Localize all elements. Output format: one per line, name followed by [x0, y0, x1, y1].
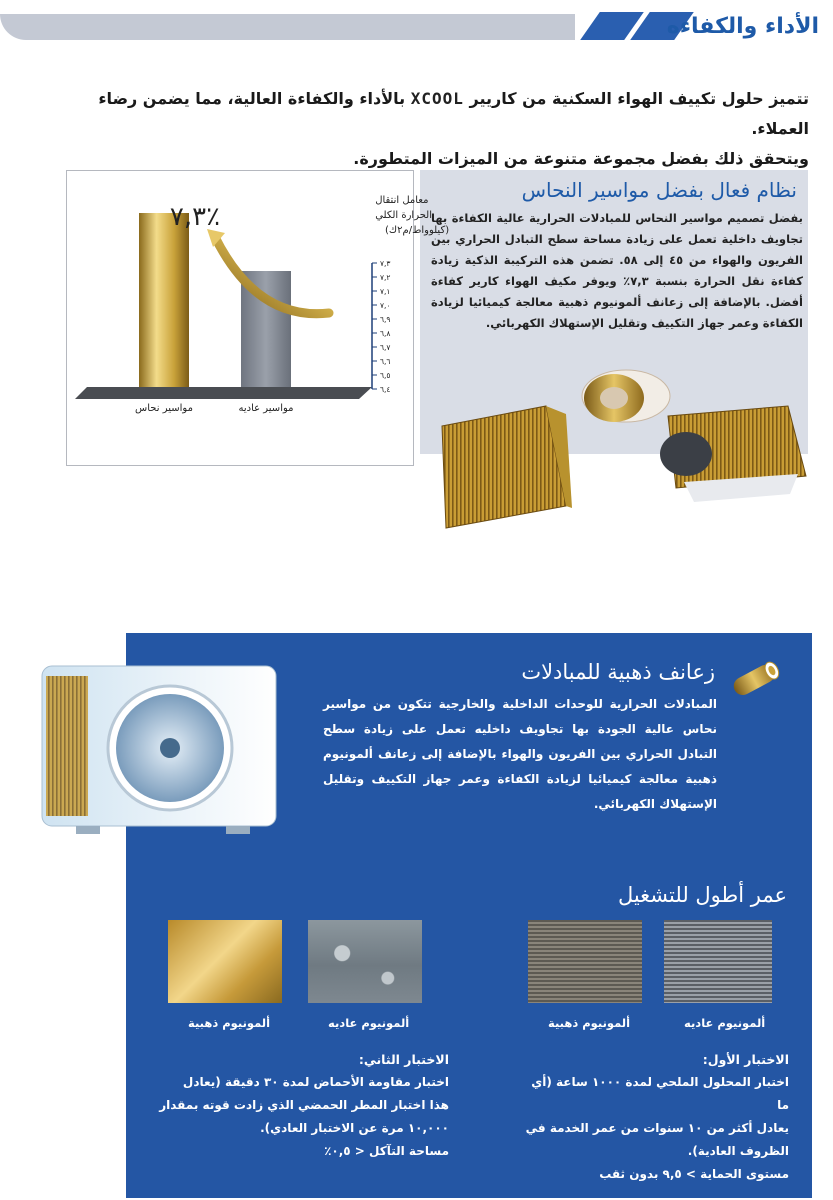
test-one-head: الاختبار الأول: [702, 1052, 789, 1067]
chart-tick-label: ٦,٨ [380, 329, 391, 338]
test-one-line: الظروف العادية). [687, 1144, 789, 1158]
test-one [519, 1048, 789, 1186]
golden-fin-icon [728, 656, 784, 702]
chart-category-label: مواسير عاديه [238, 403, 294, 414]
fins-body: المبادلات الحرارية للوحدات الداخلية والخارجية تتكون من مواسير نحاس عالية الجودة بها تجاويف داخليه تعمل على زيادة سطح التبادل الحراري بين الفريون والهواء بالإضافة إلى زعانف ألمونيوم ذهبية معالجة كيميائيا لزيادة الكفاءة وعمر جهاز التكييف وتقليل الإستهلاك الكهربائي. [323, 697, 717, 811]
heat-transfer-chart [67, 171, 450, 465]
test-two-head: الاختبار الثاني: [358, 1052, 449, 1067]
test-two-line: هذا اختبار المطر الحمضي الذي زادت قوته بمقدار [159, 1098, 449, 1112]
life-title: عمر أطول للتشغيل [617, 883, 787, 907]
unit-foot [226, 826, 250, 834]
test-one-line: يعادل أكثر من ١٠ سنوات من عمر الخدمة في [525, 1121, 789, 1135]
fan-hub [160, 738, 180, 758]
chart-tick-label: ٦,٩ [380, 315, 391, 324]
test-one-line: اختبار المحلول الملحي لمدة ١٠٠٠ ساعة (أي ما [531, 1075, 789, 1112]
copper-coil-illustrations [436, 356, 812, 532]
chart-ylabel: معامل انتقال الحرارة الكلي (كيلوواط/م٢ك) [375, 195, 450, 236]
test-one-line: مستوى الحماية > ٩,٥ بدون ثقب [599, 1167, 789, 1181]
caption-gold: ألمونيوم ذهبية [548, 1016, 631, 1030]
test-two [159, 1048, 449, 1163]
chart-tick-label: ٧,٣ [380, 259, 391, 268]
chart-tick-label: ٦,٦ [380, 357, 391, 366]
chart-tick-label: ٧,١ [380, 287, 391, 296]
chart-category-label: مواسير نحاس [135, 403, 193, 414]
chart-tick-label: ٧,٢ [380, 273, 391, 282]
test-two-line: ١٠,٠٠٠ مرة عن الاختبار العادي). [260, 1121, 449, 1135]
header-band [0, 14, 575, 40]
intro-text: ويتحقق ذلك بفضل مجموعة متنوعة من الميزات المتطورة. [353, 149, 809, 168]
chart-tick-label: ٧,٠ [380, 301, 391, 310]
unit-coil [46, 676, 88, 816]
sample-plain-salt [664, 920, 772, 1003]
copper-pipe-bore [600, 387, 628, 409]
chart-floor [75, 387, 372, 399]
intro-text: بالأداء والكفاءة العالية، مما يضمن رضاء العملاء. [98, 89, 809, 138]
intro-paragraph [69, 84, 809, 174]
chart-annotation: ٧,٣٪ [169, 202, 221, 232]
sample-plain-acid [308, 920, 422, 1003]
outdoor-unit-illustration [36, 656, 282, 842]
caption-gold: ألمونيوم ذهبية [188, 1016, 271, 1030]
brand-logo-text: XCOOL [410, 89, 464, 108]
sample-gold-acid [168, 920, 282, 1003]
copper-body: بفضل تصميم مواسير النحاس للمبادلات الحرارية عالية الكفاءة بها تجاويف داخلية تعمل على زيادة مساحة سطح التبادل الحراري بين الفريون والهواء من ٤٥ إلى ٥٨. تضمن هذه التركيبة الذكية زيادة كفاءة نقل الحرارة بنسبة ٧,٣٪ ويوفر مكيف الهواء كارير كفاءة أفضل. بالإضافة إلى زعانف ألمونيوم ذهبية معالجة كيميائيا لزيادة الكفاءة وعمر جهاز التكييف وتقليل الإستهلاك الكهربائي. [431, 211, 803, 330]
caption-plain: ألمونيوم عاديه [684, 1016, 766, 1030]
chart-bar [139, 213, 189, 387]
intro-text: تتميز حلول تكييف الهواء السكنية من كاريير [469, 89, 809, 108]
caption-plain: ألمونيوم عاديه [328, 1016, 410, 1030]
sample-gold-salt [528, 920, 642, 1003]
chart-box [66, 170, 450, 466]
chart-tick-label: ٦,٤ [380, 385, 391, 394]
chart-tick-label: ٦,٧ [380, 343, 391, 352]
outdoor-coil [442, 406, 566, 528]
chart-tick-label: ٦,٥ [380, 371, 391, 380]
indoor-fan [660, 432, 712, 476]
fins-title: زعانف ذهبية للمبادلات [521, 660, 715, 684]
unit-foot [76, 826, 100, 834]
page-title: الأداء والكفاءه [666, 14, 819, 39]
test-two-line: مساحة التآكل < ٠,٥٪ [324, 1144, 449, 1158]
test-two-line: اختبار مقاومة الأحماض لمدة ٣٠ دقيقة (يعادل [182, 1075, 449, 1089]
copper-title: نظام فعال بفضل مواسير النحاس [521, 178, 797, 202]
